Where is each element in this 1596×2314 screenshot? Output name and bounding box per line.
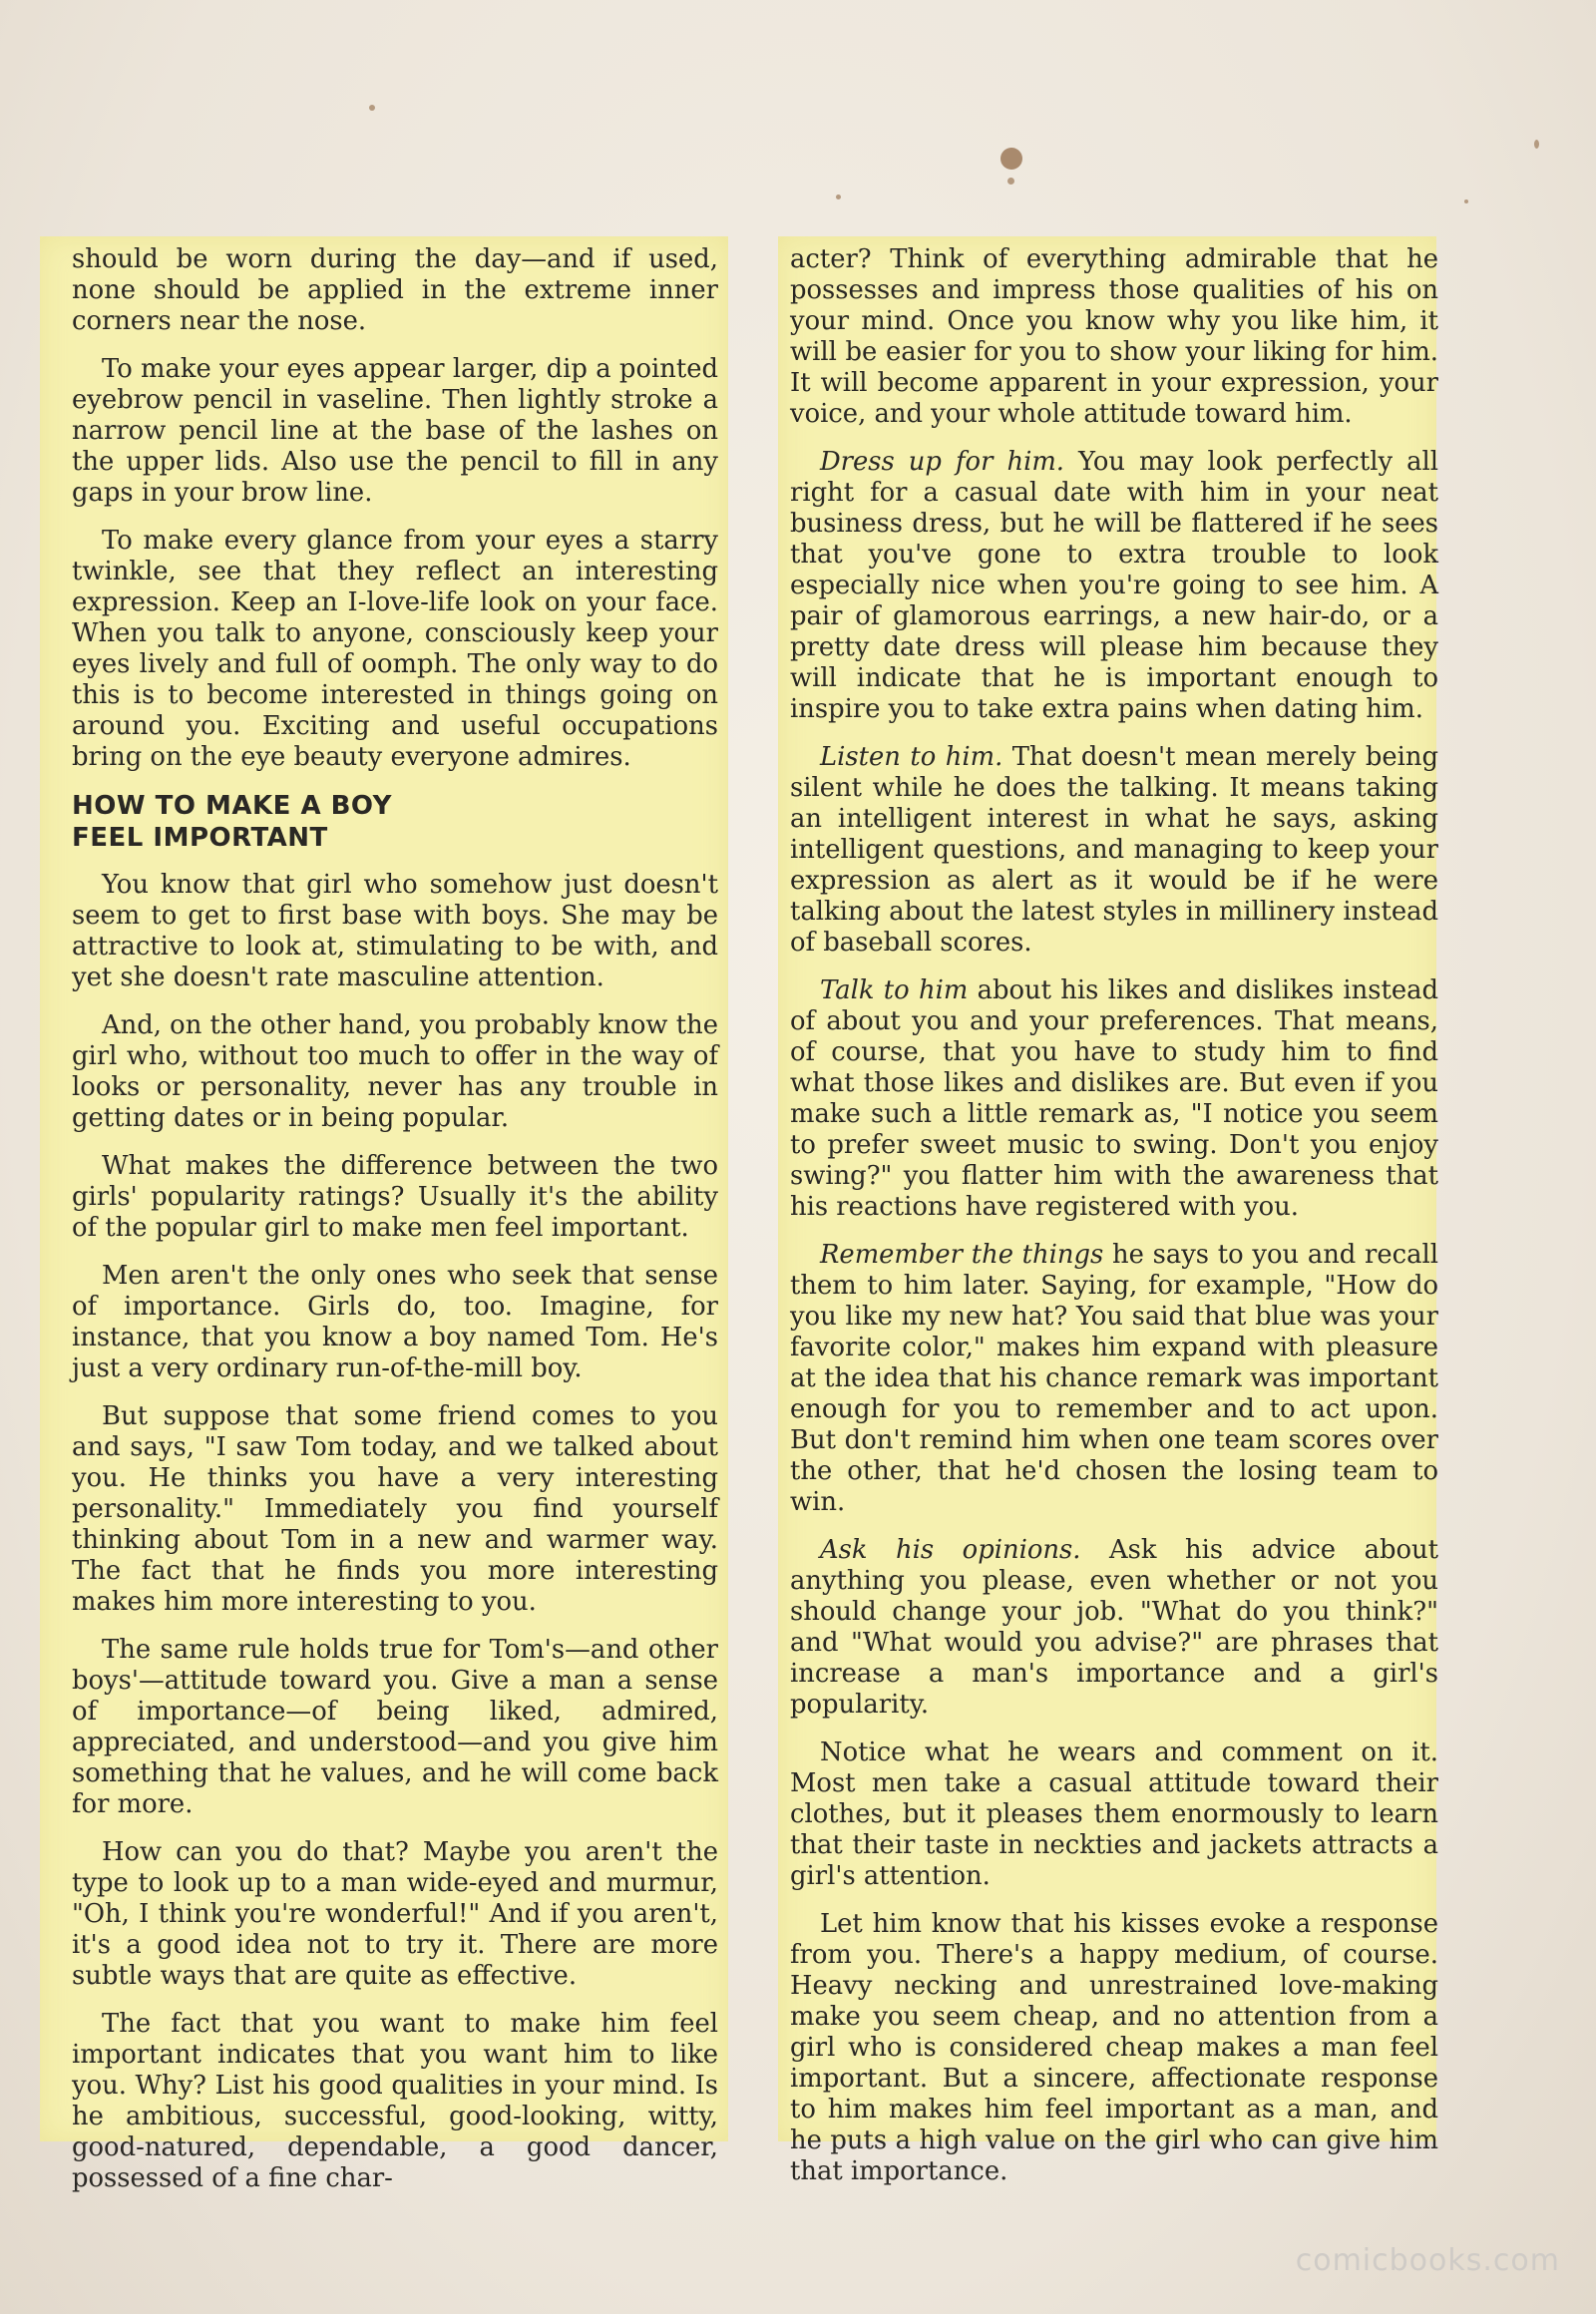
article-column-right <box>790 244 1438 2204</box>
paragraph: The fact that you want to make him feel important indicates that you want him to like you. Why? List his good qualities in your mind. Is he ambitious, successful, good-looking, witty, good-natured, dependable, a good dancer, possessed of a fine char- <box>72 2009 718 2193</box>
paragraph-body: You may look perfectly all right for a casual date with him in your neat business dress, but he will be flattered if he sees that you've gone to extra trouble to look especially nice when you're going to see him. A pair of glamorous earrings, a new hair-do, or a pretty date dress will please him because they will indicate that he is important enough to inspire you to take extra pains when dating him. <box>790 447 1438 724</box>
paragraph <box>790 447 1438 725</box>
paragraph: You know that girl who somehow just doesn't seem to get to first base with boys. She may be attractive to look at, stimulating to be with, and yet she doesn't rate masculine attention. <box>72 870 718 992</box>
paragraph: What makes the difference between the two girls' popularity ratings? Usually it's the ability of the popular girl to make men feel important. <box>72 1151 718 1243</box>
paragraph <box>790 975 1438 1223</box>
paragraph: To make every glance from your eyes a starry twinkle, see that they reflect an interesting expression. Keep an I-love-life look on your face. When you talk to anyone, consciously keep your eyes lively and full of oomph. The only way to do this is to become interested in things going on around you. Exciting and useful occupations bring on the eye beauty everyone admires. <box>72 526 718 772</box>
paragraph: Let him know that his kisses evoke a response from you. There's a happy medium, of course. Heavy necking and unrestrained love-making make you seem cheap, and no attention from a girl who is considered cheap makes a man feel important. But a sincere, affectionate response to him makes him feel important as a man, and he puts a high value on the girl who can give him that importance. <box>790 1909 1438 2186</box>
paragraph-lead: Talk to him <box>820 975 969 1005</box>
paragraph: Notice what he wears and comment on it. Most men take a casual attitude toward their clothes, but it pleases them enormously to learn that their taste in neckties and jackets attracts a girl's attention. <box>790 1737 1438 1891</box>
paper-speck <box>1007 178 1014 185</box>
paragraph-body: Ask his advice about anything you please, even whether or not you should change your job. "What do you think?" and "What would you advise?" are phrases that increase a man's importance and a girl's popularity. <box>790 1535 1438 1720</box>
paragraph-lead: Dress up for him. <box>820 447 1064 477</box>
paragraph <box>790 1240 1438 1518</box>
paragraph <box>790 742 1438 959</box>
paragraph: should be worn during the day—and if used, none should be applied in the extreme inner corners near the nose. <box>72 244 718 336</box>
paragraph: To make your eyes appear larger, dip a pointed eyebrow pencil in vaseline. Then lightly stroke a narrow pencil line at the base of the lashes on the upper lids. Also use the pencil to fill in any gaps in your brow line. <box>72 354 718 508</box>
section-heading <box>72 790 718 854</box>
paragraph: How can you do that? Maybe you aren't the type to look up to a man wide-eyed and murmur, "Oh, I think you're wonderful!" And if you aren't, it's a good idea not to try it. There are more subtle ways that are quite as effective. <box>72 1837 718 1991</box>
paragraph: But suppose that some friend comes to you and says, "I saw Tom today, and we talked about you. He thinks you have a very interesting personality." Immediately you find yourself thinking about Tom in a new and warmer way. The fact that he finds you more interesting makes him more interesting to you. <box>72 1401 718 1617</box>
paragraph-body: he says to you and recall them to him later. Saying, for example, "How do you like my new hat? You said that blue was your favorite color," makes him expand with pleasure at the idea that his chance remark was important enough for you to remember and to act upon. But don't remind him when one team scores over the other, that he'd chosen the losing team to win. <box>790 1240 1438 1517</box>
paragraph-lead: Listen to him. <box>820 742 1003 772</box>
paragraph-body: That doesn't mean merely being silent while he does the talking. It means taking an intelligent interest in what he says, asking intelligent questions, and managing to keep your expression as alert as it would be if he were talking about the latest styles in millinery instead of baseball scores. <box>790 742 1438 958</box>
paper-speck <box>1534 140 1539 149</box>
paragraph: Men aren't the only ones who seek that sense of importance. Girls do, too. Imagine, for instance, that you know a boy named Tom. He's just a very ordinary run-of-the-mill boy. <box>72 1261 718 1383</box>
paper-speck <box>369 105 375 111</box>
section-heading-line-2: FEEL IMPORTANT <box>72 823 328 853</box>
paper-speck <box>1464 199 1468 203</box>
paper-speck <box>836 194 841 199</box>
paragraph-body: about his likes and dislikes instead of about you and your preferences. That means, of course, that you have to study him to find what those likes and dislikes are. But even if you make such a little remark as, "I notice you seem to prefer sweet music to swing. Don't you enjoy swing?" you flatter him with the awareness that his reactions have registered with you. <box>790 975 1439 1222</box>
article-column-left <box>72 244 718 2211</box>
paragraph-lead: Remember the things <box>820 1240 1104 1270</box>
paragraph-lead: Ask his opinions. <box>820 1535 1081 1565</box>
watermark: comicbooks.com <box>1295 2243 1560 2278</box>
paragraph: The same rule holds true for Tom's—and other boys'—attitude toward you. Give a man a sense of importance—of being liked, admired, appreciated, and understood—and you give him something that he values, and he will come back for more. <box>72 1635 718 1819</box>
paper-speck <box>1000 148 1022 170</box>
paragraph: acter? Think of everything admirable that he possesses and impress those qualities of his on your mind. Once you know why you like him, it will be easier for you to show your liking for him. It will become apparent in your expression, your voice, and your whole attitude toward him. <box>790 244 1438 429</box>
paragraph: And, on the other hand, you probably know the girl who, without too much to offer in the way of looks or personality, never has any trouble in getting dates or in being popular. <box>72 1010 718 1133</box>
section-heading-line-1: HOW TO MAKE A BOY <box>72 791 392 821</box>
paragraph <box>790 1535 1438 1721</box>
